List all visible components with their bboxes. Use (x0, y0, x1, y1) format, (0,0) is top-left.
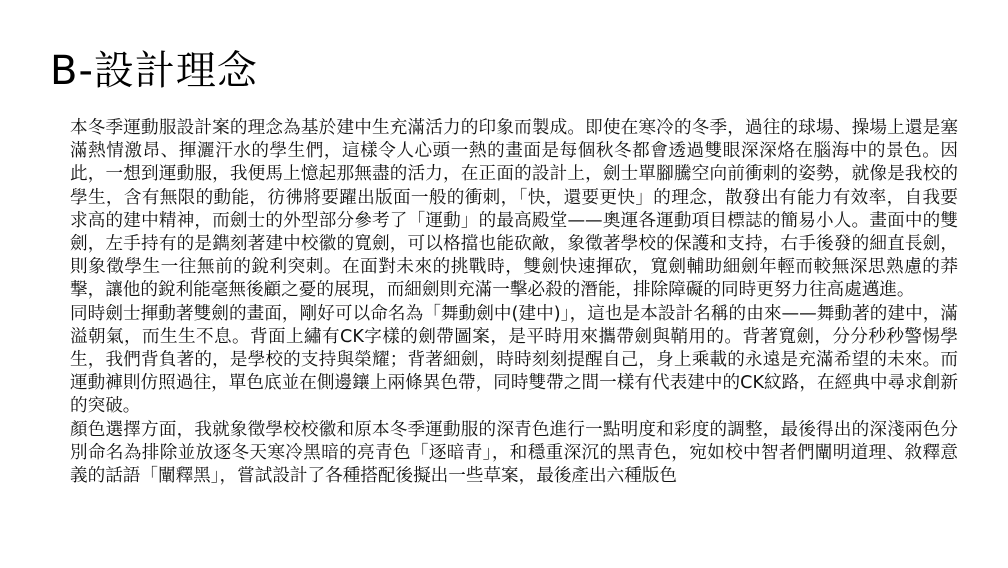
slide-body (70, 117, 958, 488)
paragraph-concept: 本冬季運動服設計案的理念為基於建中生充滿活力的印象而製成。即使在寒冷的冬季，過往的球場、操場上還是塞滿熱情激昂、揮灑汗水的學生們，這樣令人心頭一熱的畫面是每個秋冬都會透過雙眼深深烙在腦海中的景色。因此，一想到運動服，我便馬上憶起那無盡的活力，在正面的設計上，劍士單腳騰空向前衝刺的姿勢，就像是我校的學生，含有無限的動能，彷彿將要躍出版面一般的衝刺，「快，還要更快」的理念，散發出有能力有效率，自我要求高的建中精神，而劍士的外型部分參考了「運動」的最高殿堂——奧運各運動項目標誌的簡易小人。畫面中的雙劍，左手持有的是鐫刻著建中校徽的寬劍，可以格擋也能砍敵，象徵著學校的保護和支持，右手後發的細直長劍，則象徵學生一往無前的銳利突刺。在面對未來的挑戰時，雙劍快速揮砍，寬劍輔助細劍年輕而較無深思熟慮的莽撃，讓他的銳利能毫無後顧之憂的展現，而細劍則充滿一擊必殺的潛能，排除障礙的同時更努力往高處邁進。 (70, 118, 958, 301)
paragraph-design-name: 同時劍士揮動著雙劍的畫面，剛好可以命名為「舞動劍中(建中)」，這也是本設計名稱的由來——舞動著的建中，滿溢朝氣，而生生不息。背面上繡有CK字樣的劍帶圖案，是平時用來攜帶劍與鞘用的。背著寬劍，分分秒秒警惕學生，我們背負著的，是學校的支持與榮耀；背著細劍，時時刻刻提醒自己，身上乘載的永遠是充滿希望的未來。而運動褲則仿照過往，單色底並在側邊鑲上兩條異色帶，同時雙帶之間一樣有代表建中的CK紋路，在經典中尋求創新的突破。 (70, 303, 958, 417)
paragraph-color: 顏色選擇方面，我就象徵學校校徽和原本冬季運動服的深青色進行一點明度和彩度的調整，最後得出的深淺兩色分別命名為排除並放逐冬天寒冷黑暗的亮青色「逐暗青」，和穩重深沉的黑青色，宛如校中智者們闡明道理、敘釋意義的話語「闡釋黑」，嘗試設計了各種搭配後擬出一些草案，最後產出六種版色 (70, 419, 958, 487)
slide-title: B-設計理念 (50, 48, 258, 94)
